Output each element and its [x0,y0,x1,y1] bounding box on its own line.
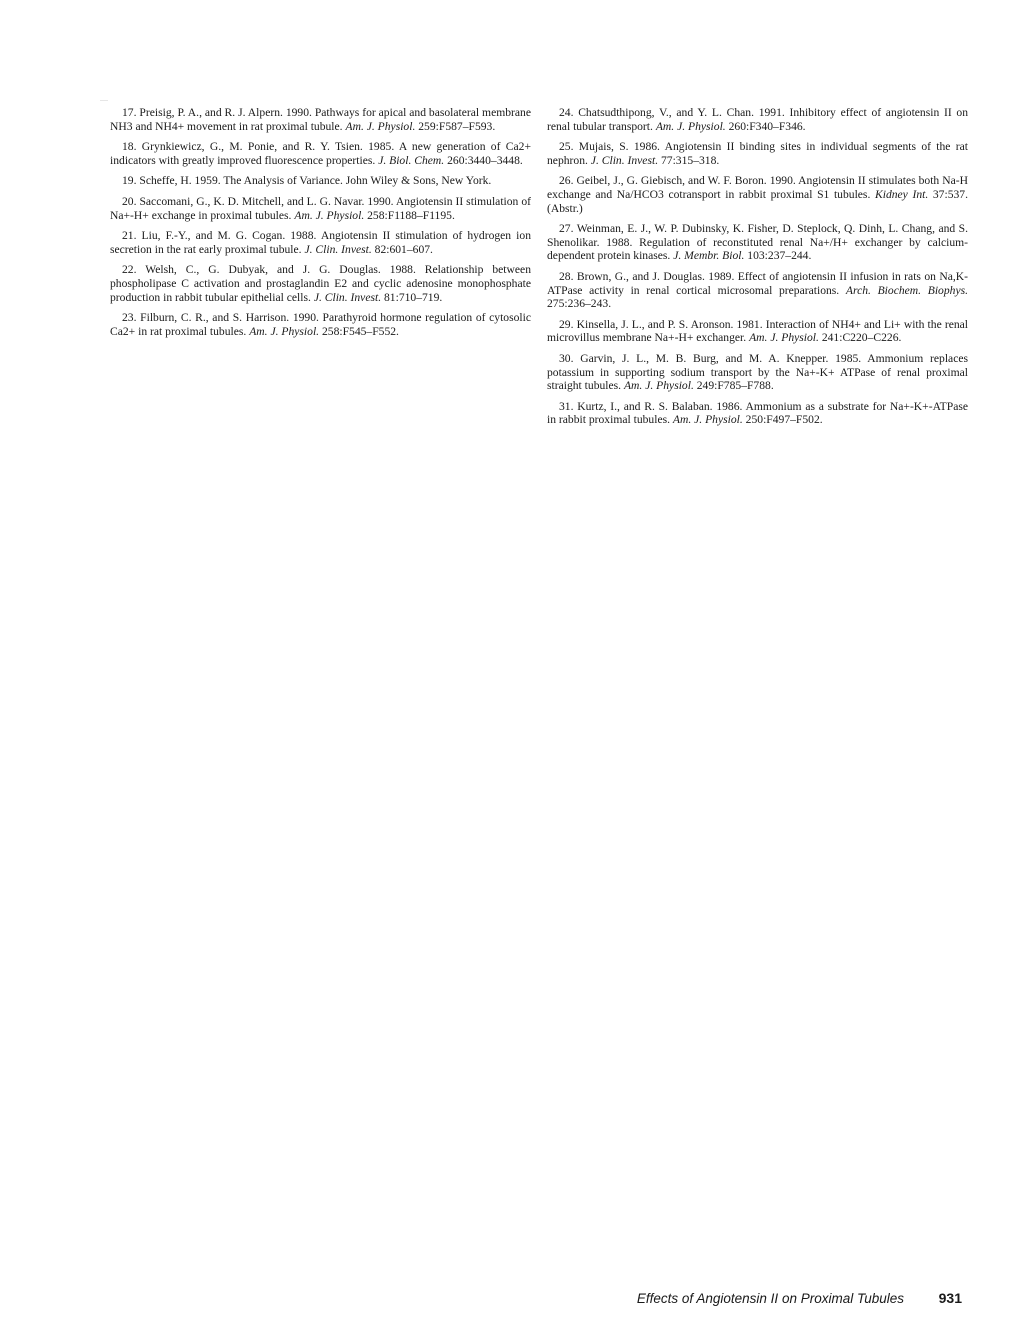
reference-27: 27. Weinman, E. J., W. P. Dubinsky, K. Fisher, D. Steplock, Q. Dinh, L. Chang, and S. Shenolikar. 1988. Regulation of reconstituted renal Na+/H+ exchanger by calcium-dependent protein kinases. J. Membr. Biol. 103:237–244. [547,222,968,263]
reference-30: 30. Garvin, J. L., M. B. Burg, and M. A. Knepper. 1985. Ammonium replaces potassium in supporting sodium transport by the Na+-K+ ATPase of renal proximal straight tubules. Am. J. Physiol. 249:F785–F788. [547,351,968,393]
references-left-column [110,106,531,345]
reference-17: 17. Preisig, P. A., and R. J. Alpern. 1990. Pathways for apical and basolateral membrane NH3 and NH4+ movement in rat proximal tubule. Am. J. Physiol. 259:F587–F593. [110,106,531,133]
scan-speck [100,100,108,101]
reference-21: 21. Liu, F.-Y., and M. G. Cogan. 1988. Angiotensin II stimulation of hydrogen ion secretion in the rat early proximal tubule. J. Clin. Invest. 82:601–607. [110,229,531,256]
references-right-column [547,106,968,434]
reference-18: 18. Grynkiewicz, G., M. Ponie, and R. Y. Tsien. 1985. A new generation of Ca2+ indicators with greatly improved fluorescence properties. J. Biol. Chem. 260:3440–3448. [110,140,531,167]
page-number: 931 [938,1290,962,1306]
reference-19: 19. Scheffe, H. 1959. The Analysis of Variance. John Wiley & Sons, New York. [122,174,492,188]
reference-26: 26. Geibel, J., G. Giebisch, and W. F. Boron. 1990. Angiotensin II stimulates both Na-H exchange and Na/HCO3 cotransport in rabbit proximal S1 tubules. Kidney Int. 37:537. (Abstr.) [547,174,968,215]
page-footer [560,1291,962,1311]
reference-29: 29. Kinsella, J. L., and P. S. Aronson. 1981. Interaction of NH4+ and Li+ with the renal microvillus membrane Na+-H+ exchanger. Am. J. Physiol. 241:C220–C226. [547,317,968,345]
reference-22: 22. Welsh, C., G. Dubyak, and J. G. Douglas. 1988. Relationship between phospholipase C activation and prostaglandin E2 and cyclic adenosine monophosphate production in rabbit tubular epithelial cells. J. Clin. Invest. 81:710–719. [110,263,531,304]
reference-24: 24. Chatsudthipong, V., and Y. L. Chan. 1991. Inhibitory effect of angiotensin II on renal tubular transport. Am. J. Physiol. 260:F340–F346. [547,106,968,133]
reference-31: 31. Kurtz, I., and R. S. Balaban. 1986. Ammonium as a substrate for Na+-K+-ATPase in rabbit proximal tubules. Am. J. Physiol. 250:F497–F502. [547,399,968,427]
reference-20: 20. Saccomani, G., K. D. Mitchell, and L. G. Navar. 1990. Angiotensin II stimulation of Na+-H+ exchange in proximal tubules. Am. J. Physiol. 258:F1188–F1195. [110,194,531,222]
reference-25: 25. Mujais, S. 1986. Angiotensin II binding sites in individual segments of the rat nephron. J. Clin. Invest. 77:315–318. [547,140,968,167]
running-title: Effects of Angiotensin II on Proximal Tubules [636,1291,904,1306]
reference-28: 28. Brown, G., and J. Douglas. 1989. Effect of angiotensin II infusion in rats on Na,K-ATPase activity in renal cortical microsomal preparations. Arch. Biochem. Biophys. 275:236–243. [547,269,968,311]
reference-23: 23. Filburn, C. R., and S. Harrison. 1990. Parathyroid hormone regulation of cytosolic Ca2+ in rat proximal tubules. Am. J. Physiol. 258:F545–F552. [110,311,531,338]
